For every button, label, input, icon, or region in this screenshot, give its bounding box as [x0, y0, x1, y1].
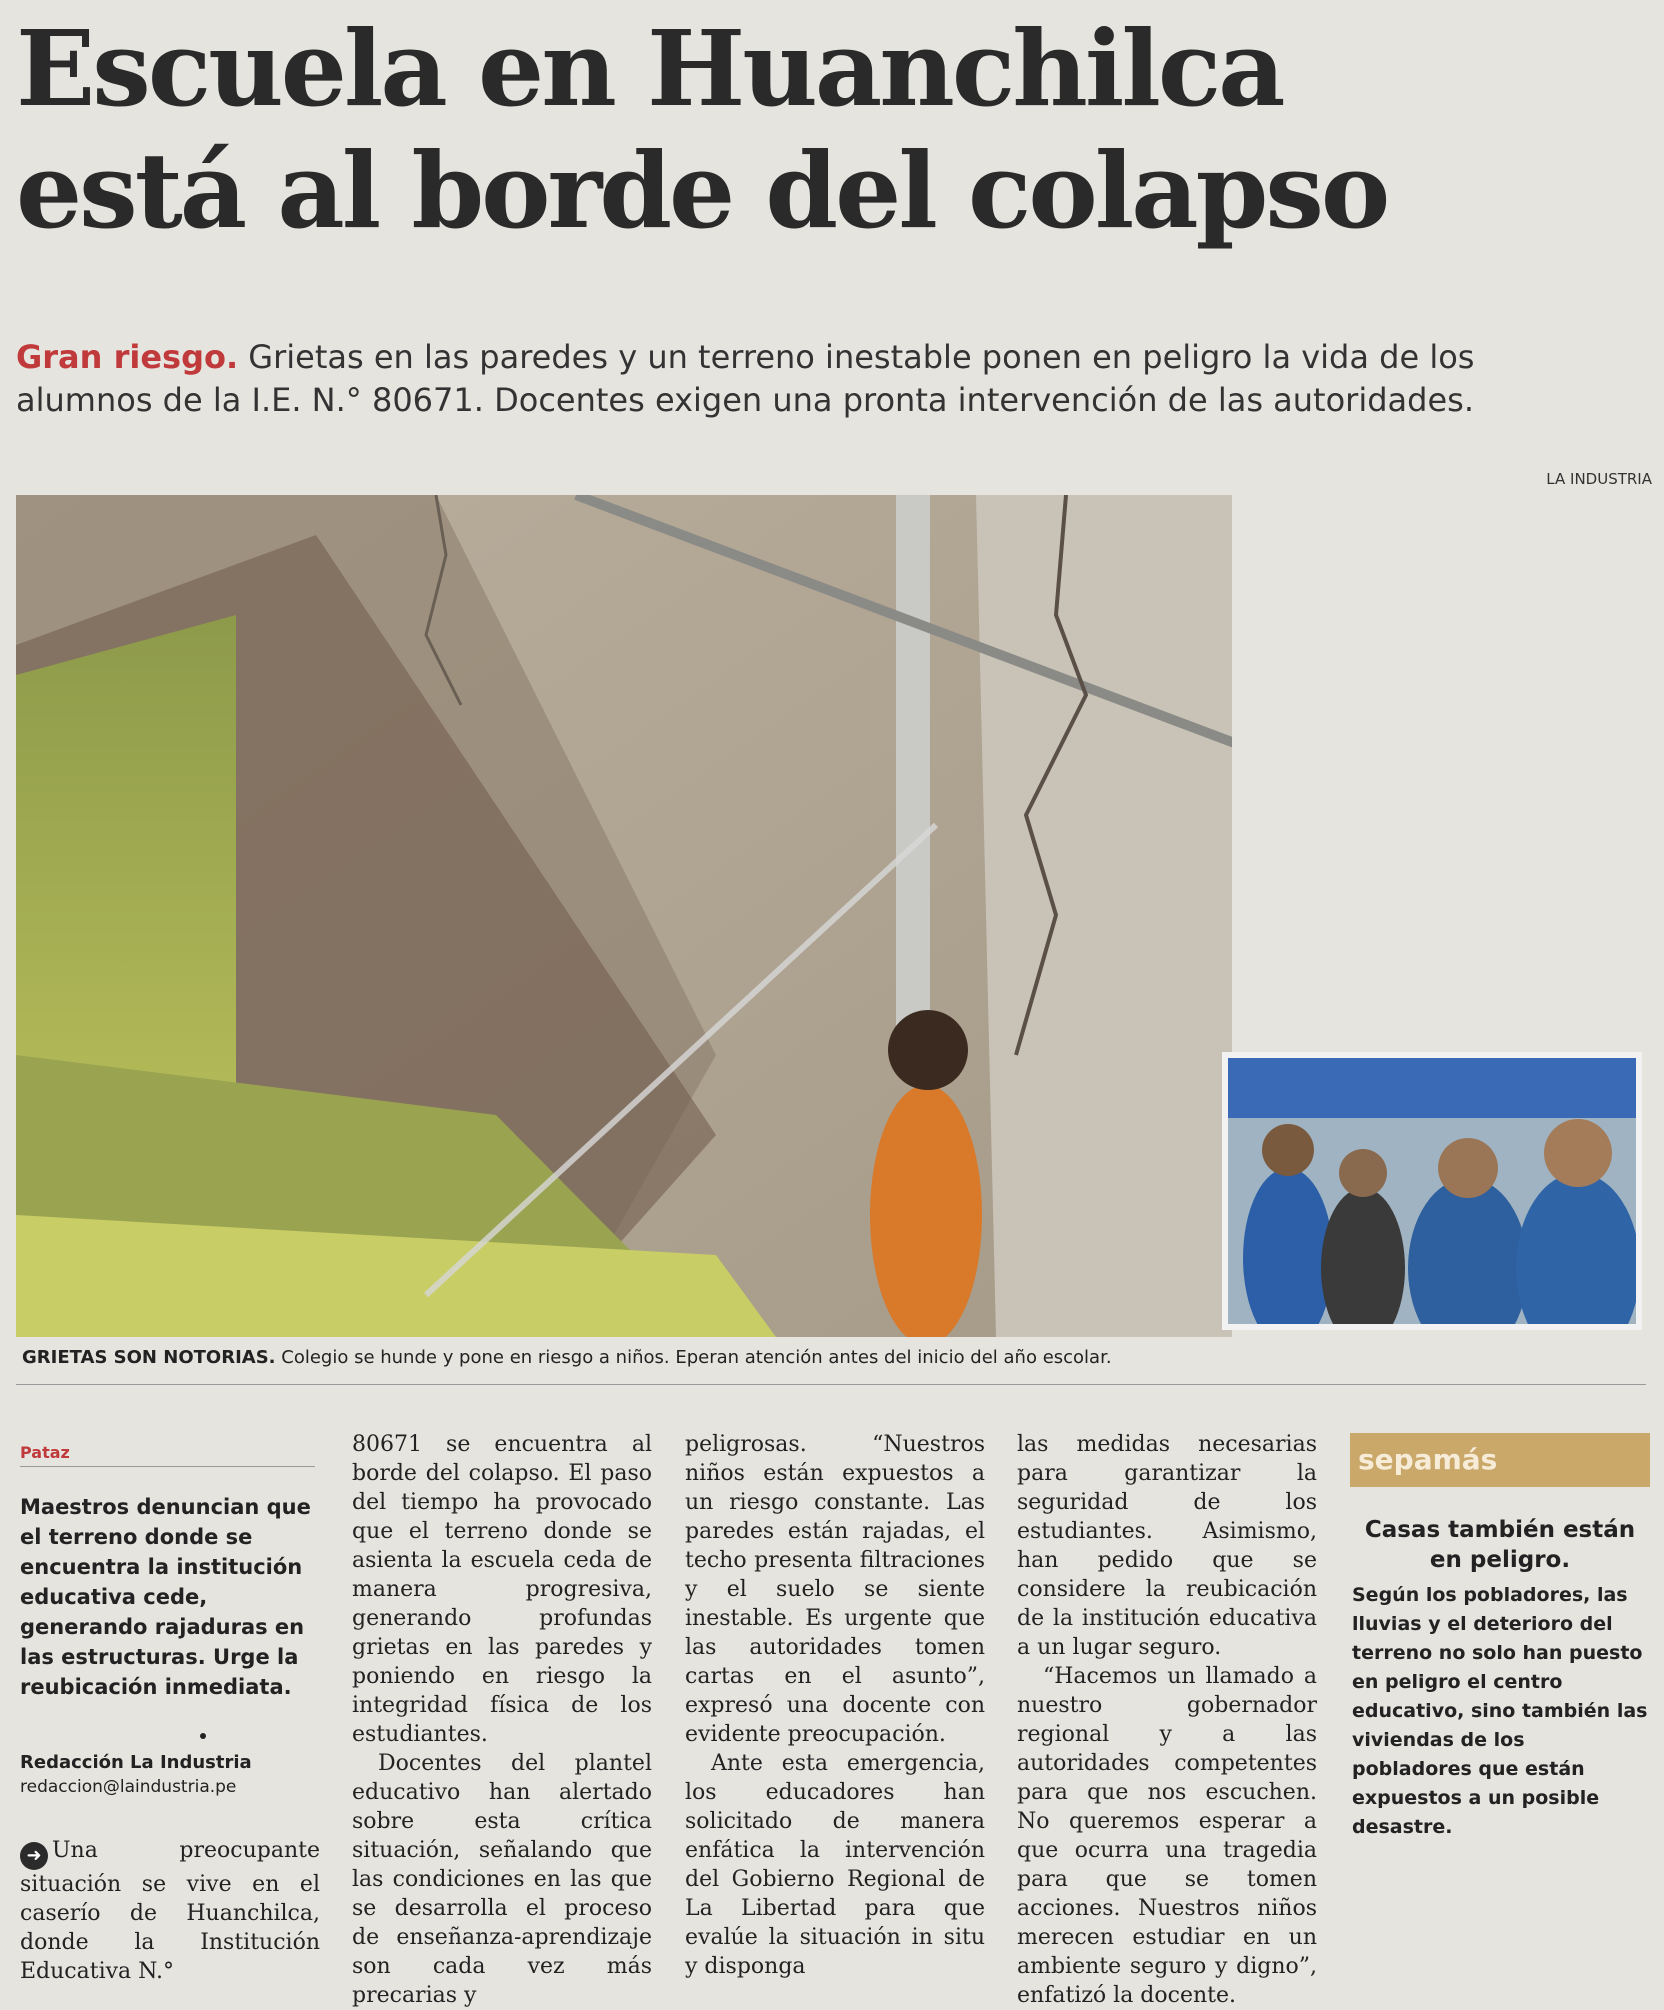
sidebar-tag-label: sepamás — [1358, 1443, 1498, 1476]
headline-line-2: está al borde del colapso — [16, 129, 1388, 252]
sidebar-body: Según los pobladores, las lluvias y el deterioro del terreno no solo han puesto en peligro el centro educativo, sino también las viviendas de los pobladores que están expuestos a un posible desastre. — [1352, 1584, 1648, 1838]
article-deck: Maestros denuncian que el terreno donde se encuentra la institución educativa cede, generando rajaduras en las estructuras. Urge la reubicación inmediata. — [20, 1495, 311, 1699]
column-3-paragraph-1: peligrosas. “Nuestros niños están expuestos a un riesgo constante. Las paredes están rajadas, el techo presenta filtraciones y el suelo se siente inestable. Es urgente que las autoridades tomen cartas en el asunto”, expresó una docente con evidente preocupación. — [685, 1432, 985, 1747]
sidebar-heading: Casas también están en peligro. — [1364, 1517, 1636, 1573]
teachers-photo-illustration — [1228, 1058, 1636, 1324]
column-4-paragraph-2: “Hacemos un llamado a nuestro gobernador regional y a las autoridades competentes para que nos escuchen. No queremos esperar a que ocurra una tragedia para que se tomen acciones. Nuestros niños merecen estudiar en un ambiente seguro y digno”, enfatizó la docente. — [1017, 1664, 1317, 2008]
divider — [16, 1384, 1646, 1385]
bullet-dot — [200, 1733, 206, 1739]
column-3-paragraph-2: Ante esta emergencia, los educadores han solicitado de manera enfática la intervención del Gobierno Regional de La Libertad para que evalúe la situación in situ y disponga — [685, 1751, 985, 1979]
lead-text: Grietas en las paredes y un terreno inestable ponen en peligro la vida de los alumnos de la I.E. N.° 80671. Docentes exigen una pronta intervención de las autoridades. — [16, 338, 1475, 419]
section-label: Pataz — [20, 1443, 315, 1467]
photo-credit: LA INDUSTRIA — [1546, 470, 1652, 488]
headline-line-1: Escuela en Huanchilca — [16, 7, 1283, 130]
article-column-3 — [685, 1430, 985, 1981]
arrow-right-icon: ➜ — [20, 1842, 48, 1870]
author-email: redaccion@laindustria.pe — [20, 1777, 237, 1797]
column-1-paragraph: Una preocupante situación se vive en el caserío de Huanchilca, donde la Institución Educativa N.° — [20, 1838, 320, 1984]
photo-caption — [22, 1347, 1642, 1368]
author-name: Redacción La Industria — [20, 1752, 252, 1773]
sidebar-tag — [1350, 1433, 1650, 1487]
caption-text: Colegio se hunde y pone en riesgo a niños. Eperan atención antes del inicio del año escolar. — [281, 1347, 1112, 1368]
column-2-paragraph-1: 80671 se encuentra al borde del colapso. El paso del tiempo ha provocado que el terreno donde se asienta la escuela ceda de manera progresiva, generando profundas grietas en las paredes y poniendo en riesgo la integridad física de los estudiantes. — [352, 1432, 652, 1747]
sidebar-box — [1350, 1433, 1650, 1842]
cracked-wall-illustration — [16, 495, 1232, 1337]
column-4-paragraph-1: las medidas necesarias para garantizar la seguridad de los estudiantes. Asimismo, han pedido que se considere la reubicación de la institución educativa a un lugar seguro. — [1017, 1432, 1317, 1660]
caption-label: GRIETAS SON NOTORIAS. — [22, 1347, 276, 1368]
article-column-2 — [352, 1430, 652, 2010]
main-photo — [16, 495, 1232, 1337]
headline — [16, 8, 1616, 252]
column-2-paragraph-2: Docentes del plantel educativo han alertado sobre esta crítica situación, señalando que las condiciones en las que se desarrolla el proceso de enseñanza-aprendizaje son cada vez más precarias y — [352, 1751, 652, 2008]
article-column-4 — [1017, 1430, 1317, 2010]
lead-paragraph — [16, 336, 1616, 422]
byline — [20, 1752, 320, 1797]
article-column-1 — [20, 1836, 320, 1986]
inset-photo — [1222, 1052, 1642, 1330]
lead-kicker: Gran riesgo. — [16, 338, 239, 376]
